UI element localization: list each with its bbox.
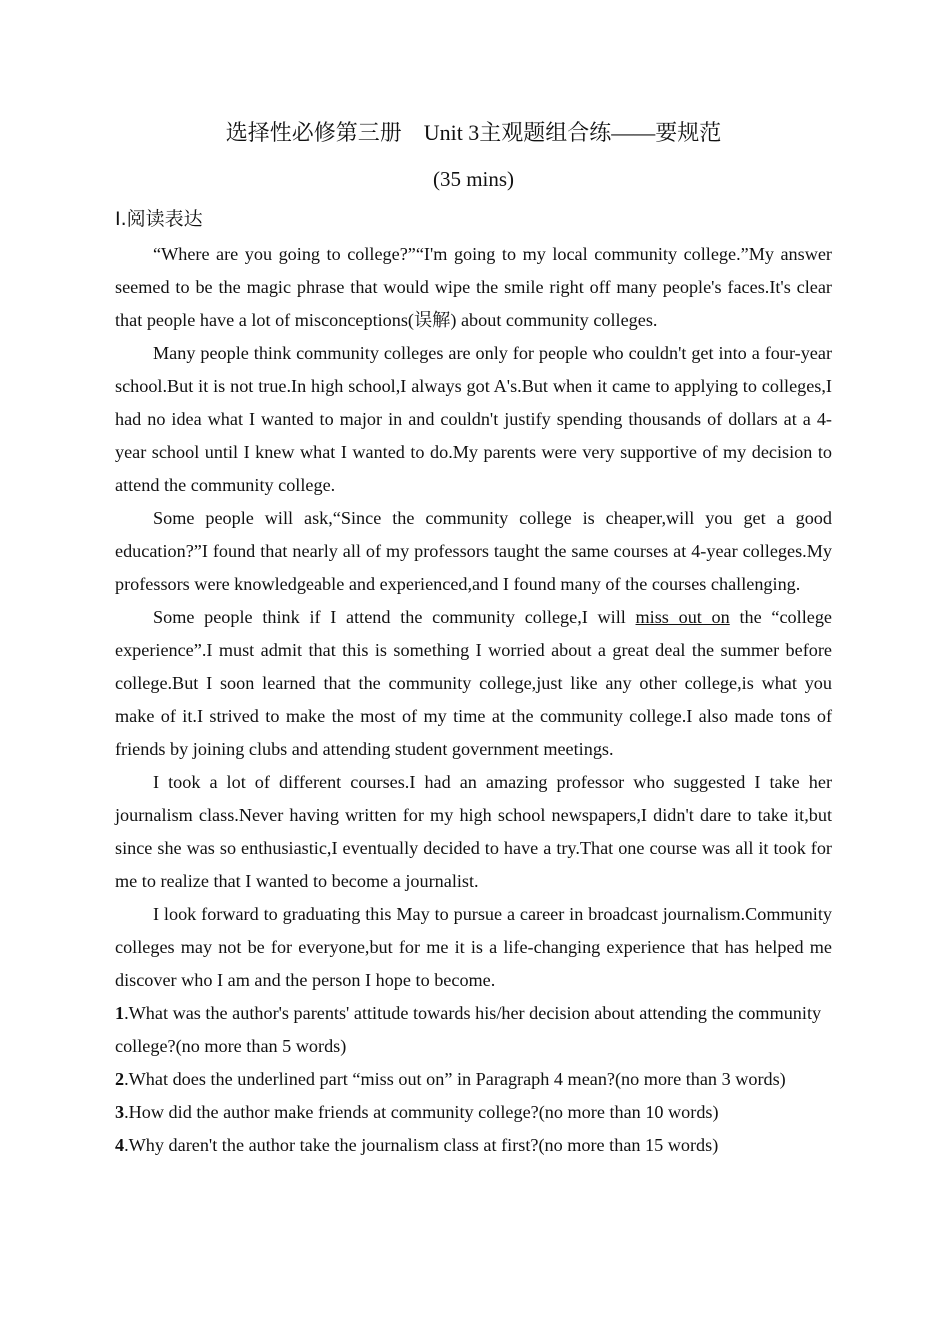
passage-paragraph-3: Some people will ask,“Since the community college is cheaper,will you get a good education?”I found that nearly all of my professors taught the same courses at 4-year colleges.My professors were knowledgeable and experienced,and I found many of the courses challenging. — [115, 508, 832, 594]
document-page — [115, 110, 832, 1162]
question-number: 3 — [115, 1102, 125, 1122]
question-3 — [115, 1096, 832, 1129]
passage-paragraph-5: I took a lot of different courses.I had an amazing professor who suggested I take her journalism class.Never having written for my high school newspapers,I didn't dare to take it,but since she was so enthusiastic,I eventually decided to have a try.That one course was all it took for me to realize that I wanted to become a journalist. — [115, 772, 832, 891]
passage-paragraph-6: I look forward to graduating this May to pursue a career in broadcast journalism.Community colleges may not be for everyone,but for me it is a life-changing experience that has helped me discover who I am and the person I hope to become. — [115, 904, 832, 990]
paragraph-4-before: Some people think if I attend the community college,I will — [153, 607, 636, 627]
document-title: 选择性必修第三册 Unit 3主观题组合练——要规范 — [225, 120, 722, 145]
time-limit: (35 mins) — [432, 167, 515, 191]
passage-paragraph-2: Many people think community colleges are only for people who couldn't get into a four-year school.But it is not true.In high school,I always got A's.But when it came to applying to colleges,I had no idea what I wanted to major in and couldn't justify spending thousands of dollars at a 4-year school until I knew what I wanted to do.My parents were very supportive of my decision to attend the community college. — [115, 343, 832, 495]
question-text: .What was the author's parents' attitude towards his/her decision about attending the community college?(no more than 5 words) — [115, 1003, 822, 1056]
passage-paragraph-4 — [115, 601, 832, 766]
question-text: .Why daren't the author take the journalism class at first?(no more than 15 words) — [124, 1135, 719, 1155]
question-4 — [115, 1129, 832, 1162]
passage-paragraph-1: “Where are you going to college?”“I'm going to my local community college.”My answer seemed to be the magic phrase that would wipe the smile right off many people's faces.It's clear that people have a lot of misconceptions(误解) about community colleges. — [115, 244, 832, 330]
question-text: .What does the underlined part “miss out on” in Paragraph 4 mean?(no more than 3 words) — [124, 1069, 786, 1089]
question-2 — [115, 1063, 832, 1096]
paragraph-4-after: the “college experience”.I must admit that this is something I worried about a great deal the summer before college.But I soon learned that the community college,just like any other college,is what you make of it.I strived to make the most of my time at the community college.I also made tons of friends by joining clubs and attending student government meetings. — [115, 607, 832, 759]
question-number: 1 — [115, 1003, 125, 1023]
section-heading: Ⅰ.阅读表达 — [115, 208, 203, 230]
question-number: 2 — [115, 1069, 125, 1089]
question-number: 4 — [115, 1135, 125, 1155]
question-1 — [115, 997, 832, 1063]
question-text: .How did the author make friends at community college?(no more than 10 words) — [124, 1102, 719, 1122]
underlined-phrase: miss out on — [635, 607, 730, 627]
